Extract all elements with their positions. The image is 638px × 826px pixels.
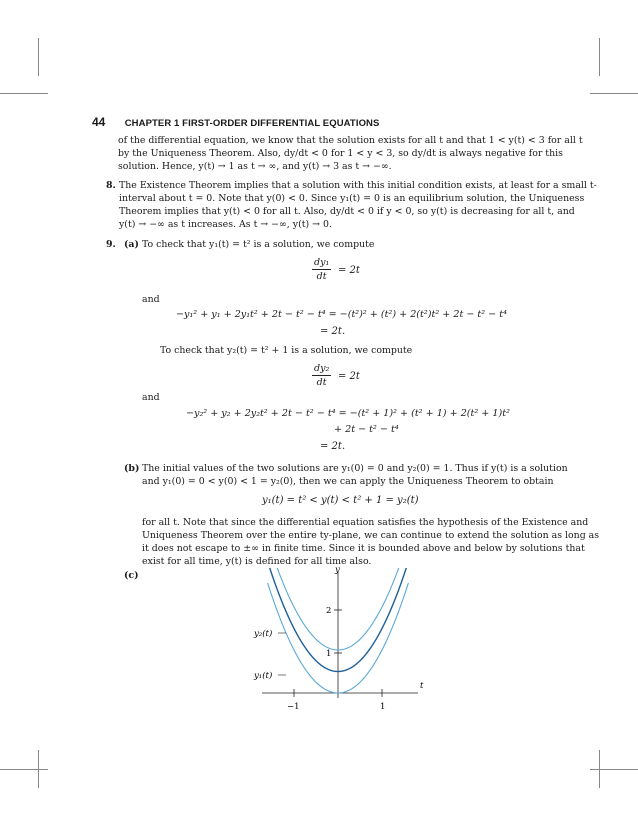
text-line: The Existence Theorem implies that a solution with this initial condition exists, at least for a small t- (119, 180, 597, 191)
equation: + 2t − t² − t⁴ (334, 424, 399, 435)
part-label: (b) (124, 463, 140, 474)
text-line: y(t) → −∞ as t increases. As t → −∞, y(t) → 0. (119, 219, 332, 230)
text-line: solution. Hence, y(t) → 1 as t → ∞, and y(t) → 3 as t → −∞. (118, 161, 392, 172)
crop-mark (38, 38, 39, 76)
text-line: The initial values of the two solutions are y₁(0) = 0 and y₂(0) = 1. Thus if y(t) is a solution (142, 463, 568, 474)
y-tick-label: 1 (326, 649, 332, 659)
y-tick-label: 2 (326, 606, 332, 616)
text-line: Theorem implies that y(t) < 0 for all t. Also, dy/dt < 0 if y < 0, so y(t) is decreasing for all t, and (119, 206, 575, 217)
text-line: and (142, 392, 160, 403)
part-label: (c) (124, 570, 139, 581)
fraction-denominator: dt (316, 377, 327, 388)
text-line: for all t. Note that since the differential equation satisfies the hypothesis of the Existence and (142, 517, 589, 528)
derivative-fraction (312, 363, 331, 388)
text-line: by the Uniqueness Theorem. Also, dy/dt < 0 for 1 < y < 3, so dy/dt is always negative for this (118, 148, 563, 159)
text-line: To check that y₂(t) = t² + 1 is a solution, we compute (160, 345, 413, 356)
equation: = 2t (338, 371, 360, 382)
x-tick-label: −1 (287, 702, 300, 712)
crop-mark (0, 93, 48, 94)
item-number: 8. (106, 180, 116, 191)
curve-label-y2: y₂(t) (254, 629, 273, 639)
x-tick-label: 1 (380, 702, 386, 712)
equation: −y₁² + y₁ + 2y₁t² + 2t − t² − t⁴ = −(t²)² + (t²) + 2(t²)t² + 2t − t² − t⁴ (176, 309, 507, 320)
text-line: it does not escape to ±∞ in finite time. Since it is bounded above and below by solutions that (142, 543, 585, 554)
fraction-denominator: dt (316, 271, 327, 282)
text-line: To check that y₁(t) = t² is a solution, we compute (142, 239, 375, 250)
x-axis-label: t (420, 681, 424, 691)
crop-mark (590, 93, 638, 94)
equation: −y₂² + y₂ + 2y₂t² + 2t − t² − t⁴ = −(t² + 1)² + (t² + 1) + 2(t² + 1)t² (186, 408, 510, 419)
curve-label-y1: y₁(t) (254, 671, 273, 681)
chapter-title: CHAPTER 1 FIRST-ORDER DIFFERENTIAL EQUATIONS (124, 118, 380, 129)
crop-mark (590, 769, 638, 770)
y-axis-label: y (335, 565, 340, 575)
solution-plot (230, 562, 440, 722)
equation: y₁(t) = t² < y(t) < t² + 1 = y₂(t) (262, 495, 419, 506)
crop-mark (599, 38, 600, 76)
part-label: (a) (124, 239, 139, 250)
crop-mark (0, 769, 48, 770)
equation: = 2t. (320, 441, 346, 452)
running-header (92, 115, 379, 129)
text-line: interval about t = 0. Note that y(0) < 0. Since y₁(t) = 0 is an equilibrium solution, the Uniqueness (119, 193, 585, 204)
text-line: exist for all time, y(t) is defined for all time also. (142, 556, 372, 567)
fraction-numerator: dy₁ (314, 257, 330, 268)
equation: = 2t (338, 265, 360, 276)
text-line: Uniqueness Theorem over the entire ty-plane, we can continue to extend the solution as long as (142, 530, 600, 541)
page-number: 44 (92, 115, 106, 129)
text-line: and (142, 294, 160, 305)
text-line: of the differential equation, we know that the solution exists for all t and that 1 < y(t) < 3 for all t (118, 135, 583, 146)
text-line: and y₁(0) = 0 < y(0) < 1 = y₂(0), then we can apply the Uniqueness Theorem to obtain (142, 476, 554, 487)
item-number: 9. (106, 239, 116, 250)
fraction-numerator: dy₂ (314, 363, 330, 374)
equation: = 2t. (320, 326, 346, 337)
derivative-fraction (312, 257, 331, 282)
